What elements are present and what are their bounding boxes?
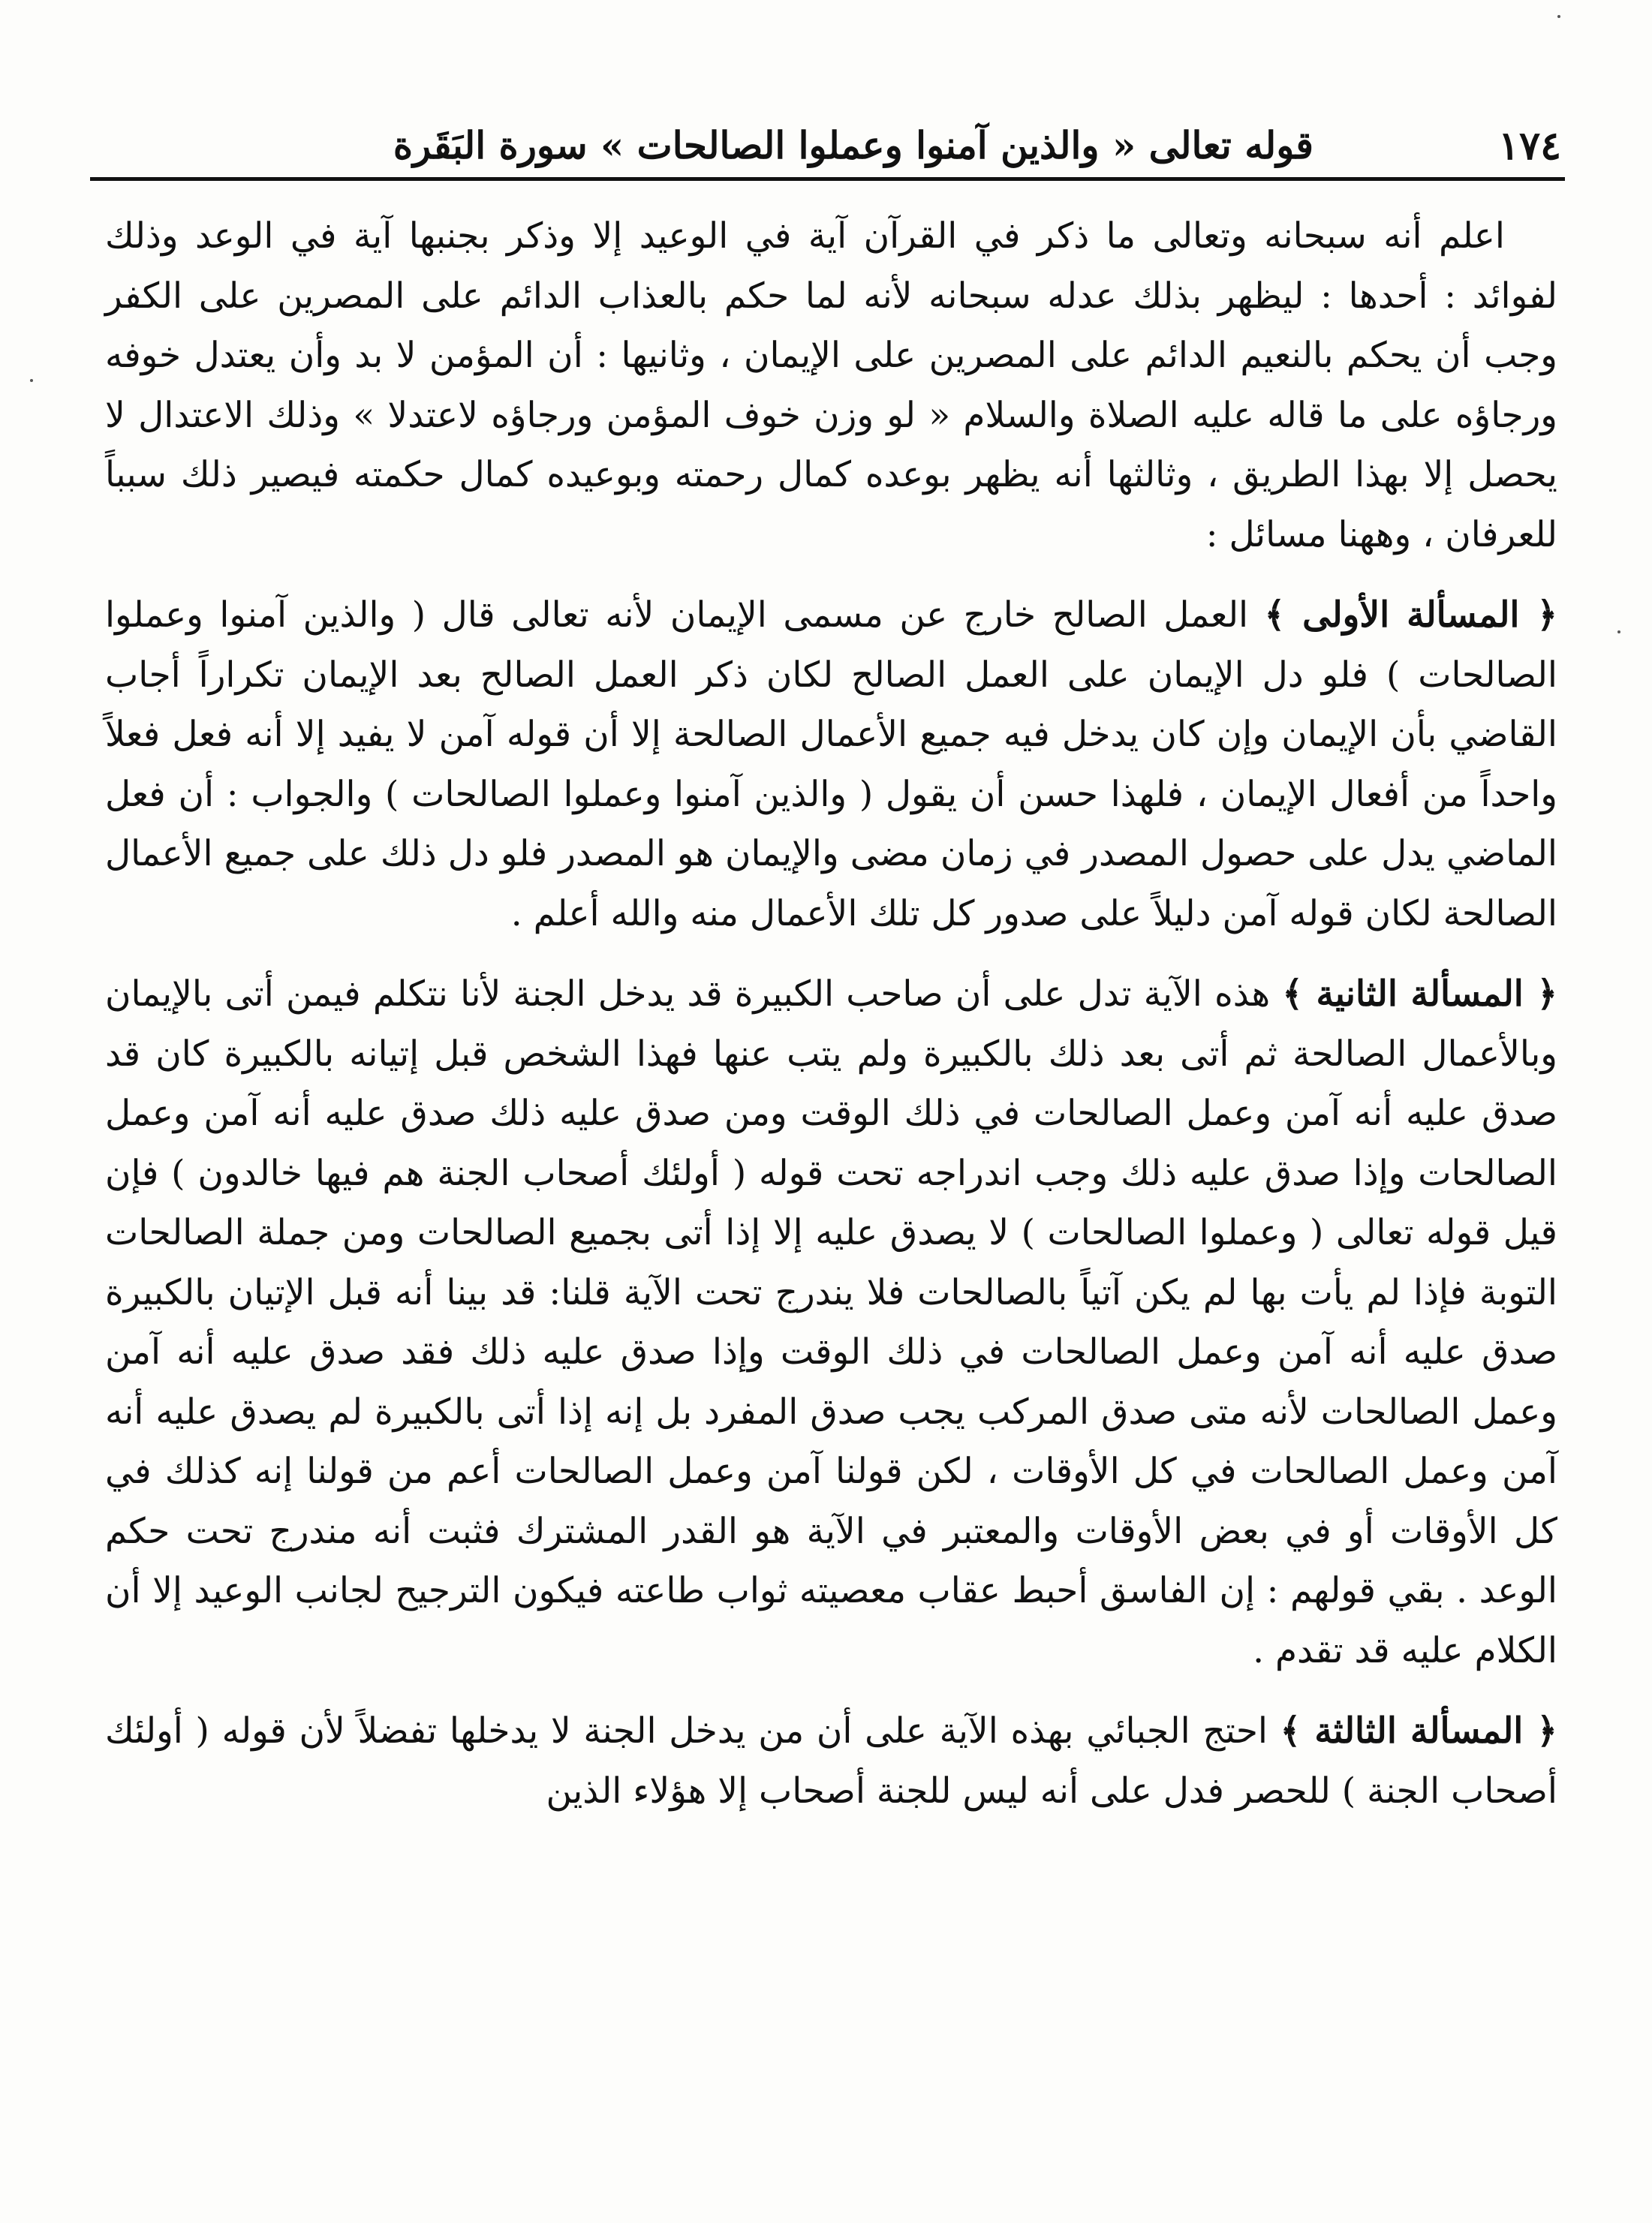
page-header: [90, 120, 1561, 180]
issue-one-title: ﴿ المسألة الأولى ﴾: [1264, 594, 1557, 636]
running-title: قوله تعالى « والذين آمنوا وعملوا الصالحات » سورة البَقَرة: [393, 123, 1313, 167]
paragraph-text: احتج الجبائي بهذه الآية على أن من يدخل الجنة لا يدخلها تفضلاً لأن قوله ( أولئك أصحاب الجنة ) للحصر فدل على أنه ليس للجنة أصحاب إلا هؤلاء الذين: [105, 1710, 1557, 1812]
issue-two-title: ﴿ المسألة الثانية ﴾: [1282, 973, 1557, 1015]
paragraph-text: هذه الآية تدل على أن صاحب الكبيرة قد يدخل الجنة لأنا نتكلم فيمن أتى بالإيمان وبالأعمال الصالحة ثم أتى بعد ذلك بالكبيرة ولم يتب عنها فهذا الشخص قبل إتيانه بالكبيرة كان قد صدق عليه أنه آمن وعمل الصالحات في ذلك الوقت ومن صدق عليه ذلك صدق عليه أنه آمن وعمل الصالحات وإذا صدق عليه ذلك وجب اندراجه تحت قوله ( أولئك أصحاب الجنة هم فيها خالدون ) فإن قيل قوله تعالى ( وعملوا الصالحات ) لا يصدق عليه إلا إذا أتى بجميع الصالحات ومن جملة الصالحات التوبة فإذا لم يأت بها لم يكن آتياً بالصالحات فلا يندرج تحت الآية قلنا: قد بينا أنه قبل الإتيان بالكبيرة صدق عليه أنه آمن وعمل الصالحات في ذلك الوقت وإذا صدق عليه ذلك فقد صدق عليه أنه آمن وعمل الصالحات لأنه متى صدق المركب يجب صدق المفرد بل إنه إذا أتى بالكبيرة لم يصدق عليه أنه آمن وعمل الصالحات في كل الأوقات ، لكن قولنا آمن وعمل الصالحات أعم من قولنا إنه كذلك في كل الأوقات أو في بعض الأوقات والمعتبر في الآية هو القدر المشترك فثبت أنه مندرج تحت حكم الوعد . بقي قولهم : إن الفاسق أحبط عقاب معصيته ثواب طاعته فيكون الترجيح لجانب الوعيد إلا أن الكلام عليه قد تقدم .: [105, 973, 1557, 1671]
paragraph-text: اعلم أنه سبحانه وتعالى ما ذكر في القرآن آية في الوعيد إلا وذكر بجنبها آية في الوعد وذلك لفوائد : أحدها : ليظهر بذلك عدله سبحانه لأنه لما حكم بالعذاب الدائم على المصرين على الكفر وجب أن يحكم بالنعيم الدائم على المصرين على الإيمان ، وثانيها : أن المؤمن لا بد وأن يعتدل خوفه ورجاؤه على ما قاله عليه الصلاة والسلام « لو وزن خوف المؤمن ورجاؤه لاعتدلا » وذلك الاعتدال لا يحصل إلا بهذا الطريق ، وثالثها أنه يظهر بوعده كمال رحمته وبوعيده كمال حكمته فيصير ذلك سبباً للعرفان ، وههنا مسائل :: [105, 215, 1557, 555]
paragraph-text: العمل الصالح خارج عن مسمى الإيمان لأنه تعالى قال ( والذين آمنوا وعملوا الصالحات ) فلو دل الإيمان على العمل الصالح لكان ذكر العمل الصالح بعد الإيمان تكراراً أجاب القاضي بأن الإيمان وإن كان يدخل فيه جميع الأعمال الصالحة إلا أن قوله آمن لا يفيد إلا أنه فعل فعلاً واحداً من أفعال الإيمان ، فلهذا حسن أن يقول ( والذين آمنوا وعملوا الصالحات ) والجواب : أن فعل الماضي يدل على حصول المصدر في زمان مضى والإيمان هو المصدر فلو دل ذلك على جميع الأعمال الصالحة لكان قوله آمن دليلاً على صدور كل تلك الأعمال منه والله أعلم .: [105, 594, 1557, 934]
page-number: ١٧٤: [1498, 123, 1561, 169]
issue-three-paragraph: [105, 1701, 1557, 1821]
issue-one-paragraph: [105, 585, 1557, 943]
header-rule: [90, 177, 1565, 181]
scan-speck: [1557, 15, 1560, 18]
scan-speck: [30, 379, 33, 382]
page-body: [105, 206, 1557, 1821]
intro-paragraph: [105, 206, 1557, 564]
issue-two-paragraph: [105, 964, 1557, 1680]
scan-speck: [1617, 630, 1620, 633]
issue-three-title: ﴿ المسألة الثالثة ﴾: [1280, 1710, 1557, 1752]
